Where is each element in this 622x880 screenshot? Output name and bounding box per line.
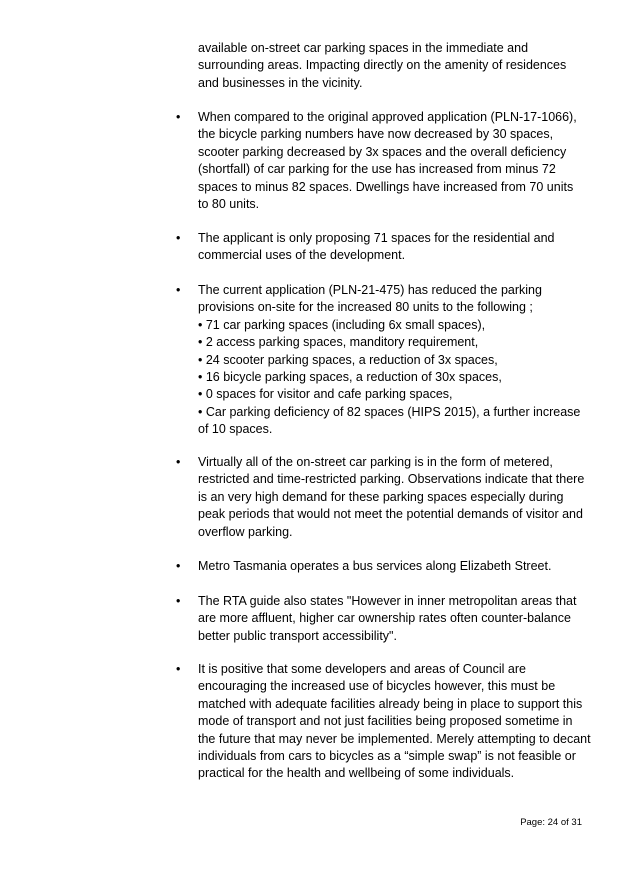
- bullet-marker: •: [176, 662, 181, 676]
- paragraph-line: The RTA guide also states "However in inner metropolitan areas that: [198, 594, 577, 608]
- paragraph-line: the future that may never be implemented. Merely attempting to decant: [198, 731, 591, 746]
- paragraph-line: spaces to minus 82 spaces. Dwellings have increased from 70 units: [198, 179, 574, 194]
- paragraph-line: to 80 units.: [198, 197, 260, 212]
- paragraph-line: individuals from cars to bicycles as a “simple swap” is not feasible or: [198, 749, 576, 764]
- paragraph-line: commercial uses of the development.: [198, 248, 406, 263]
- bullet-marker: •: [176, 231, 181, 245]
- paragraph-line: provisions on-site for the increased 80 units to the following ;: [198, 300, 533, 315]
- sub-list-item: • 16 bicycle parking spaces, a reduction of 30x spaces,: [198, 370, 502, 385]
- sub-list-item: • 24 scooter parking spaces, a reduction of 3x spaces,: [198, 352, 498, 367]
- sub-list-item: • 71 car parking spaces (including 6x small spaces),: [198, 317, 486, 332]
- sub-list-item: • Car parking deficiency of 82 spaces (HIPS 2015), a further increase: [198, 404, 581, 419]
- bullet-paragraph-plan-comparison: [198, 109, 588, 213]
- paragraph-line: are more affluent, higher car ownership rates often counter-balance: [198, 611, 571, 626]
- paragraph-line: and businesses in the vicinity.: [198, 75, 363, 90]
- paragraph-line: better public transport accessibility".: [198, 628, 397, 643]
- paragraph-line: available on-street car parking spaces in the immediate and: [198, 41, 529, 55]
- page-number: Page: 24 of 31: [520, 817, 582, 828]
- bullet-paragraph-current-application: [198, 282, 588, 439]
- paragraph-line: It is positive that some developers and areas of Council are: [198, 662, 526, 676]
- paragraph-line: practical for the health and wellbeing of some individuals.: [198, 766, 515, 781]
- paragraph-line: overflow parking.: [198, 524, 293, 539]
- paragraph-line: The applicant is only proposing 71 spaces for the residential and: [198, 231, 555, 245]
- continuation-paragraph: [198, 40, 588, 92]
- paragraph-line: surrounding areas. Impacting directly on the amenity of residences: [198, 58, 567, 73]
- paragraph-line: the bicycle parking numbers have now decreased by 30 spaces,: [198, 127, 554, 142]
- bullet-marker: •: [176, 559, 181, 573]
- bullet-paragraph-bicycles: [198, 661, 591, 783]
- paragraph-line: of 10 spaces.: [198, 422, 273, 437]
- bullet-marker: •: [176, 110, 181, 124]
- paragraph-line: When compared to the original approved application (PLN-17-1066),: [198, 110, 577, 124]
- bullet-paragraph-proposed-spaces: [198, 230, 588, 265]
- paragraph-line: Virtually all of the on-street car parking is in the form of metered,: [198, 455, 553, 469]
- paragraph-line: matched with adequate facilities already being in place to support this: [198, 696, 583, 711]
- bullet-marker: •: [176, 283, 181, 297]
- sub-list-item: • 0 spaces for visitor and cafe parking spaces,: [198, 387, 453, 402]
- paragraph-line: scooter parking decreased by 3x spaces and the overall deficiency: [198, 144, 567, 159]
- paragraph-line: (shortfall) of car parking for the use has increased from minus 72: [198, 162, 556, 177]
- bullet-paragraph-on-street-parking: [198, 454, 588, 541]
- paragraph-line: The current application (PLN-21-475) has reduced the parking: [198, 283, 542, 297]
- sub-list-item: • 2 access parking spaces, manditory requirement,: [198, 335, 479, 350]
- bullet-marker: •: [176, 455, 181, 469]
- paragraph-line: mode of transport and not just facilities being proposed sometime in: [198, 714, 573, 729]
- bullet-marker: •: [176, 594, 181, 608]
- paragraph-line: restricted and time-restricted parking. Observations indicate that there: [198, 472, 585, 487]
- bullet-paragraph-bus-services: [198, 558, 588, 575]
- paragraph-line: is an very high demand for these parking spaces especially during: [198, 489, 564, 504]
- paragraph-line: peak periods that would not meet the potential demands of visitor and: [198, 507, 583, 522]
- paragraph-line: Metro Tasmania operates a bus services along Elizabeth Street.: [198, 559, 552, 573]
- paragraph-line: encouraging the increased use of bicycles however, this must be: [198, 679, 556, 694]
- bullet-paragraph-rta-guide: [198, 593, 588, 645]
